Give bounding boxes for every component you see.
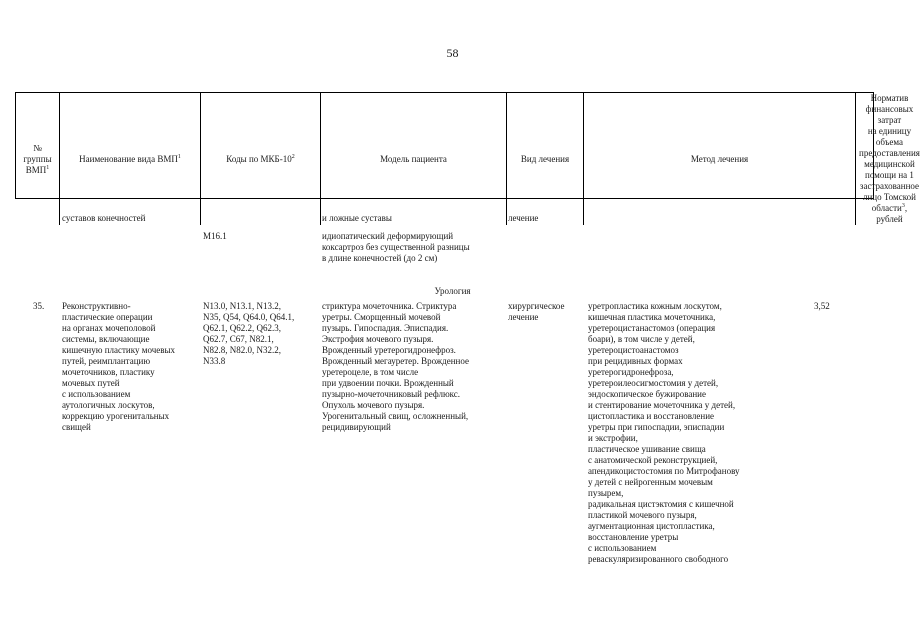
header-treatment-type-label: Вид лечения [520, 153, 570, 164]
header-patient-model [321, 93, 507, 225]
header-no-footnote: 1 [46, 164, 50, 171]
header-norm-line-1: Норматив [870, 93, 909, 103]
header-patient-model-label: Модель пациента [380, 153, 447, 164]
row-patient-model: стриктура мочеточника. Стриктура уретры. Сморщенный мочевой пузырь. Гипоспадия. Эписпадия. Экстрофия мочевого пузыря. Врожденный уретерогидронефроз. Врожденный мегауретер. Врожденное уретероцеле, в том числе при удвоении почки. Врожденный пузырно-мочеточниковый рефлюкс. Опухоль мочевого пузыря. Урогенитальный свищ, осложненный, рецидивирующий [322, 301, 469, 432]
header-no-line-3: ВМП [25, 164, 47, 175]
continuation-model-line: и ложные суставы [322, 213, 392, 223]
header-no-line-1: № [33, 142, 42, 153]
header-norm-line-8: лицо Томской [862, 192, 916, 202]
row-treatment-method: уретропластика кожным лоскутом, кишечная пластика мочеточника, уретероцистанастомоз (операция боари), в том числе у детей, уретероцистоанастомоз при рецидивных формах уретерогидронефроза, уретероилеосигмостомия у детей, эндоскопическое бужирование и стентирование мочеточника у детей, цистопластика и восстановление уретры при гипоспадии, эписпадии и экстрофии, пластическое ушивание свища с анатомической реконструкцией, апендикоцистостомия по Митрофанову у детей с нейрогенным мочевым пузырем, радикальная цистэктомия с кишечной пластикой мочевого пузыря, аугментационная цистопластика, восстановление уретры с использованием реваскуляризированного свободного [588, 301, 740, 564]
header-norm-line-7: застрахованное [859, 181, 920, 191]
page-number: 58 [446, 46, 459, 60]
row-cost-norm: 3,52 [814, 301, 830, 311]
header-icd-codes-footnote: 2 [291, 153, 295, 160]
row-icd-codes: N13.0, N13.1, N13.2, N35, Q54, Q64.0, Q64.1, Q62.1, Q62.2, Q62.3, Q62.7, C67, N82.1, N82.8, N82.0, N32.2, N33.8 [203, 301, 295, 366]
header-norm-line-3: на единицу объема [867, 126, 912, 147]
header-norm-line-9-tail: , рублей [876, 203, 908, 224]
continuation-icd-code: M16.1 [203, 231, 227, 241]
row-vmp-name: Реконструктивно- пластические операции на органах мочеполовой системы, включающие кишечную пластику мочевых путей, реимплантацию мочеточников, пластику мочевых путей с использованием аутологичных лоскутов, коррекцию урогенитальных свищей [62, 301, 176, 432]
continuation-vmp-name: суставов конечностей [62, 213, 146, 223]
header-norm-line-6: помощи на 1 [865, 170, 914, 180]
continuation-treatment-type: лечение [508, 213, 539, 223]
header-no-line-2: группы [23, 153, 52, 164]
row-treatment-type: хирургическое лечение [508, 301, 565, 322]
header-norm-line-5: медицинской [864, 159, 915, 169]
header-treatment-method [584, 93, 856, 225]
header-vmp-name-footnote: 1 [177, 153, 181, 160]
header-norm-line-2: финансовых затрат [865, 104, 914, 125]
header-treatment-method-label: Метод лечения [690, 153, 749, 164]
row-number: 35. [33, 301, 45, 311]
header-norm-footnote: 3 [901, 203, 905, 209]
continuation-patient-model: идиопатический деформирующий коксартроз без существенной разницы в длине конечностей (до 2 см) [322, 231, 470, 263]
header-vmp-name [60, 93, 201, 225]
section-title-urology: Урология [434, 286, 471, 296]
header-norm-line-9: области [871, 203, 902, 213]
header-norm-line-4: предоставления [859, 148, 920, 158]
header-icd-codes-label: Коды по МКБ-10 [226, 153, 292, 164]
header-treatment-type [507, 93, 584, 225]
header-group-number [16, 93, 60, 225]
header-icd-codes [201, 93, 321, 225]
header-vmp-name-label: Наименование вида ВМП [79, 153, 178, 164]
header-cost-norm [856, 93, 923, 225]
